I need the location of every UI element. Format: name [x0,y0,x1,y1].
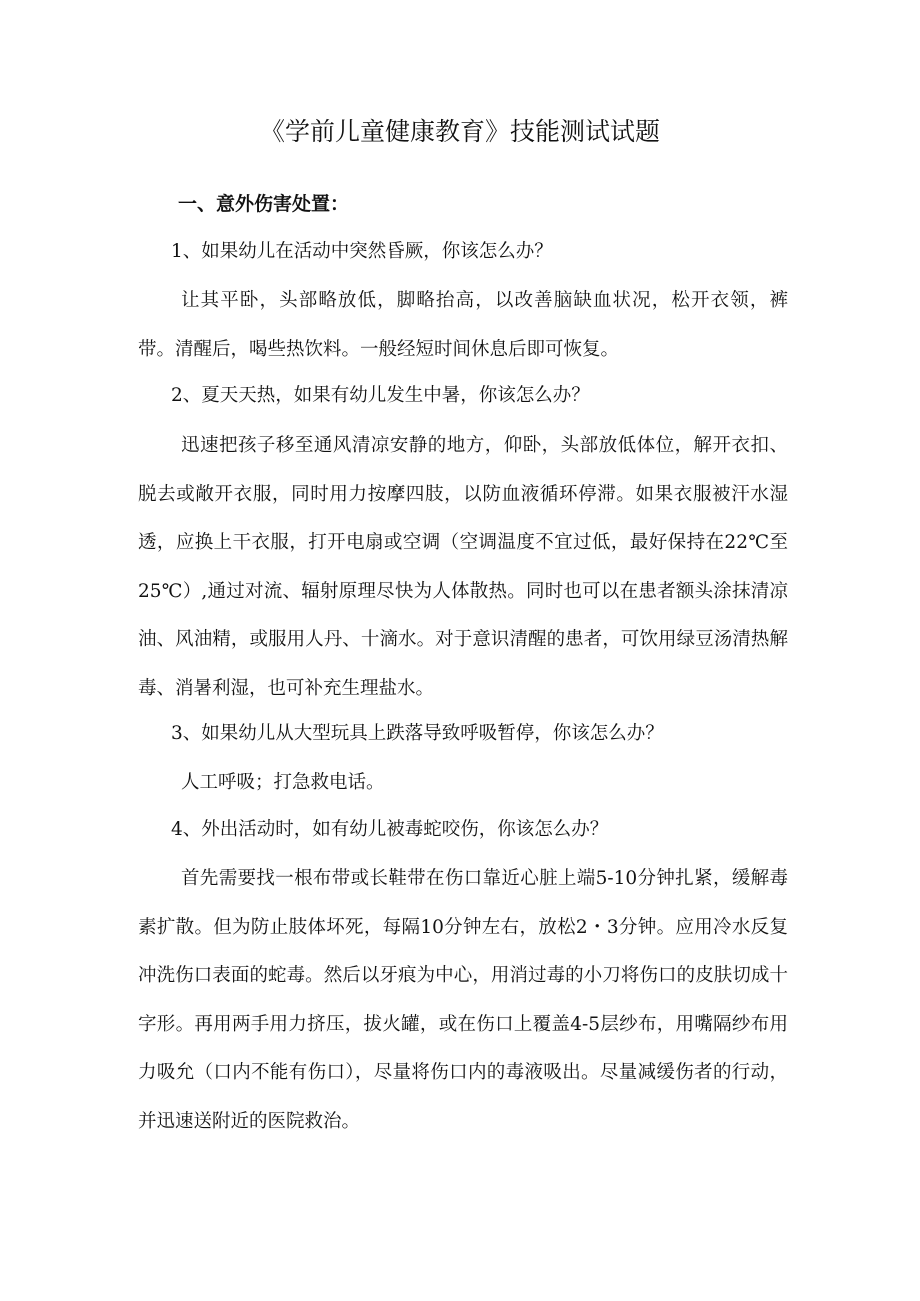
page-title: 《学前儿童健康教育》技能测试试题 [259,117,660,146]
answer-3: 人工呼吸；打急救电话。 [181,772,385,793]
question-4: 4、外出活动时，如有幼儿被毒蛇咬伤，你该怎么办？ [171,819,609,840]
answer-2: 迅速把孩子移至通风清凉安静的地方，仰卧，头部放低体位，解开衣扣、脱去或敞开衣服，同时用力按摩四肢，以防血液循环停滞。如果衣服被汗水湿透，应换上干衣服，打开电扇或空调（空调温度不宜过低，最好保持在22℃至25℃）,通过对流、辐射原理尽快为人体散热。同时也可以在患者额头涂抹清凉油、风油精，或服用人丹、十滴水。对于意识清醒的患者，可饮用绿豆汤清热解毒、消暑利湿，也可补充生理盐水。 [138,435,788,699]
answer-1: 让其平卧，头部略放低，脚略抬高，以改善脑缺血状况，松开衣领，裤带。清醒后，喝些热饮料。一般经短时间休息后即可恢复。 [138,290,788,360]
question-1: 1、如果幼儿在活动中突然昏厥，你该怎么办？ [171,241,553,262]
answer-4: 首先需要找一根布带或长鞋带在伤口靠近心脏上端5-10分钟扎紧，缓解毒素扩散。但为防止肢体坏死，每隔10分钟左右，放松2・3分钟。应用冷水反复冲洗伤口表面的蛇毒。然后以牙痕为中心，用消过毒的小刀将伤口的皮肤切成十字形。再用两手用力挤压，拔火罐，或在伤口上覆盖4-5层纱布，用嘴隔纱布用力吸允（口内不能有伤口），尽量将伤口内的毒液吸出。尽量减缓伤者的行动，并迅速送附近的医院救治。 [138,868,788,1132]
question-2: 2、夏天天热，如果有幼儿发生中暑，你该怎么办？ [171,385,590,406]
section-heading: 一、意外伤害处置： [178,193,350,215]
question-3: 3、如果幼儿从大型玩具上跌落导致呼吸暂停，你该怎么办？ [171,723,664,744]
